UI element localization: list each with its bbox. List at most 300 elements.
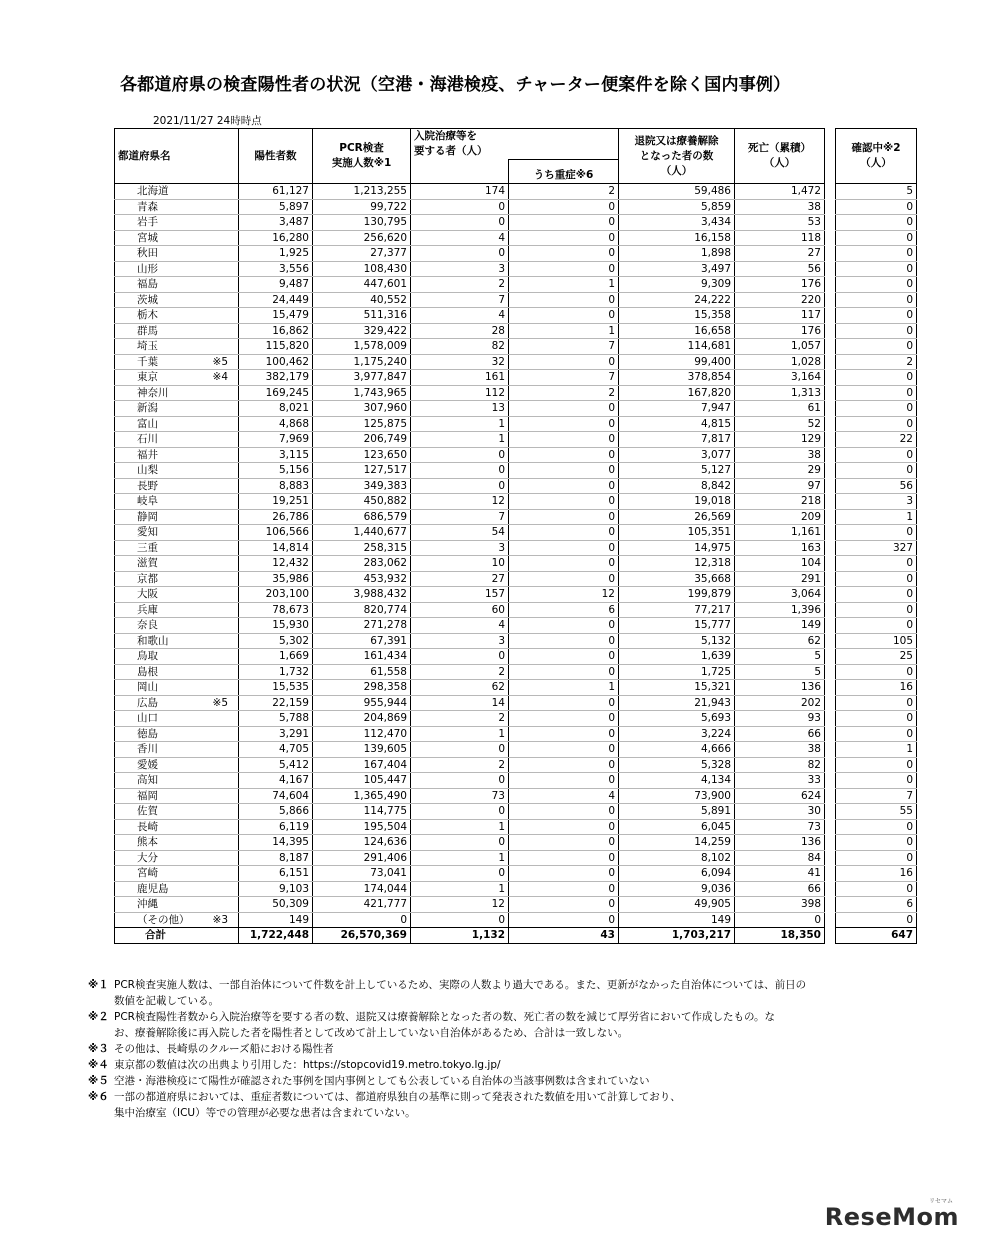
cell-hospital: 0 (411, 835, 509, 851)
cell-pref (115, 261, 239, 277)
cell-hospital: 1,132 (411, 928, 509, 944)
pref-name: 愛知 (137, 526, 158, 539)
cell-gap (825, 912, 836, 928)
cell-severe: 0 (509, 897, 619, 913)
cell-discharged: 7,817 (619, 432, 735, 448)
header-discharged-line2: となった者の数 (639, 149, 714, 162)
cell-gap (825, 695, 836, 711)
header-hospital-line2: 要する者（人） (414, 145, 488, 157)
cell-pref (115, 463, 239, 479)
cell-pcr: 1,578,009 (313, 339, 411, 355)
header-confirming-line2: （人） (860, 157, 892, 169)
cell-severe: 0 (509, 509, 619, 525)
table-body (115, 184, 917, 944)
header-pcr (313, 129, 411, 184)
pref-name: 岡山 (137, 681, 158, 694)
cell-discharged: 19,018 (619, 494, 735, 510)
cell-deaths: 129 (735, 432, 825, 448)
cell-severe: 0 (509, 912, 619, 928)
cell-hospital: 60 (411, 602, 509, 618)
cell-gap (825, 447, 836, 463)
cell-deaths: 38 (735, 447, 825, 463)
pref-name: 広島 (137, 696, 158, 709)
cell-pref (115, 649, 239, 665)
footnote (88, 1089, 848, 1121)
pref-name: 京都 (137, 572, 158, 585)
cell-pcr: 61,558 (313, 664, 411, 680)
table-row (115, 509, 917, 525)
pref-name: 埼玉 (137, 340, 158, 353)
cell-deaths: 27 (735, 246, 825, 262)
cell-confirming: 0 (836, 912, 917, 928)
table-row (115, 261, 917, 277)
cell-gap (825, 602, 836, 618)
cell-severe: 0 (509, 246, 619, 262)
header-pcr-line1: PCR検査 (339, 142, 384, 154)
cell-deaths: 624 (735, 788, 825, 804)
table-row (115, 850, 917, 866)
cell-confirming: 7 (836, 788, 917, 804)
pref-name: 福井 (137, 448, 158, 461)
footnote-line: お、療養解除後に再入院した者を陽性者として改めて計上していない自治体があるため、合計は一致しない。 (114, 1027, 629, 1039)
cell-discharged: 12,318 (619, 556, 735, 572)
cell-positive: 19,251 (239, 494, 313, 510)
cell-pcr: 450,882 (313, 494, 411, 510)
cell-gap (825, 680, 836, 696)
footnote-key: ※４ (88, 1059, 109, 1071)
cell-hospital: 0 (411, 447, 509, 463)
pref-name: 三重 (137, 541, 158, 554)
pref-name: 兵庫 (137, 603, 158, 616)
cell-pcr: 206,749 (313, 432, 411, 448)
footnote-line: 一部の都道府県においては、重症者数については、都道府県独自の基準に則って発表された数値を用いて計算しており、 (114, 1091, 681, 1103)
cell-deaths: 3,064 (735, 587, 825, 603)
table-row (115, 308, 917, 324)
table-row (115, 587, 917, 603)
cell-pref (115, 323, 239, 339)
cell-pref (115, 912, 239, 928)
cell-deaths: 52 (735, 416, 825, 432)
cell-pref (115, 494, 239, 510)
header-discharged-line3: （人） (660, 164, 693, 177)
cell-severe: 0 (509, 773, 619, 789)
cell-confirming: 0 (836, 571, 917, 587)
cell-confirming: 0 (836, 711, 917, 727)
cell-pcr: 139,605 (313, 742, 411, 758)
cell-deaths: 163 (735, 540, 825, 556)
cell-discharged: 35,668 (619, 571, 735, 587)
cell-hospital: 0 (411, 866, 509, 882)
header-hospital-spacer (411, 160, 509, 184)
cell-positive: 115,820 (239, 339, 313, 355)
cell-pref (115, 509, 239, 525)
cell-pcr: 67,391 (313, 633, 411, 649)
cell-gap (825, 230, 836, 246)
cell-pref (115, 804, 239, 820)
cell-pcr: 195,504 (313, 819, 411, 835)
cell-gap (825, 370, 836, 386)
cell-hospital: 2 (411, 277, 509, 293)
cell-pref (115, 881, 239, 897)
table-row (115, 385, 917, 401)
cell-severe: 0 (509, 215, 619, 231)
table-row (115, 742, 917, 758)
cell-hospital: 62 (411, 680, 509, 696)
cell-positive: 3,487 (239, 215, 313, 231)
cell-confirming: 0 (836, 726, 917, 742)
table-row (115, 664, 917, 680)
cell-hospital: 0 (411, 912, 509, 928)
cell-deaths: 18,350 (735, 928, 825, 944)
cell-hospital: 1 (411, 432, 509, 448)
cell-pcr: 1,440,677 (313, 525, 411, 541)
cell-pref (115, 246, 239, 262)
cell-gap (825, 881, 836, 897)
cell-pref (115, 354, 239, 370)
footnote (88, 1009, 848, 1041)
cell-pref (115, 525, 239, 541)
pref-name: 山梨 (137, 464, 158, 477)
header-severe: うち重症※6 (509, 160, 619, 184)
cell-positive: 50,309 (239, 897, 313, 913)
pref-name: 鹿児島 (137, 882, 169, 895)
table-row (115, 525, 917, 541)
cell-gap (825, 804, 836, 820)
cell-gap (825, 463, 836, 479)
cell-pref (115, 835, 239, 851)
cell-confirming: 327 (836, 540, 917, 556)
cell-hospital: 4 (411, 230, 509, 246)
cell-positive: 1,925 (239, 246, 313, 262)
cell-deaths: 118 (735, 230, 825, 246)
cell-hospital: 3 (411, 633, 509, 649)
cell-pref (115, 230, 239, 246)
cell-severe: 0 (509, 850, 619, 866)
cell-discharged: 24,222 (619, 292, 735, 308)
cell-severe: 0 (509, 726, 619, 742)
cell-pcr: 130,795 (313, 215, 411, 231)
cell-deaths: 0 (735, 912, 825, 928)
pref-name: （その他） (137, 913, 190, 926)
cell-pref (115, 742, 239, 758)
table-row (115, 695, 917, 711)
cell-confirming: 0 (836, 618, 917, 634)
cell-deaths: 97 (735, 478, 825, 494)
cell-discharged: 8,842 (619, 478, 735, 494)
cell-severe: 0 (509, 447, 619, 463)
footnote-text (114, 1073, 848, 1089)
cell-hospital: 28 (411, 323, 509, 339)
cell-discharged: 8,102 (619, 850, 735, 866)
header-discharged (619, 129, 735, 184)
cell-pref (115, 850, 239, 866)
table-row (115, 354, 917, 370)
cell-severe: 7 (509, 339, 619, 355)
cell-severe: 0 (509, 649, 619, 665)
pref-name: 滋賀 (137, 557, 158, 570)
cell-pref (115, 478, 239, 494)
footnote (88, 1057, 848, 1073)
cell-positive: 22,159 (239, 695, 313, 711)
cell-positive: 5,412 (239, 757, 313, 773)
cell-pref (115, 401, 239, 417)
cell-hospital: 112 (411, 385, 509, 401)
cell-pcr: 955,944 (313, 695, 411, 711)
cell-gap (825, 478, 836, 494)
cell-discharged: 114,681 (619, 339, 735, 355)
cell-pcr: 27,377 (313, 246, 411, 262)
cell-pcr: 108,430 (313, 261, 411, 277)
header-gap (825, 129, 836, 184)
cell-discharged: 4,815 (619, 416, 735, 432)
cell-pcr: 447,601 (313, 277, 411, 293)
cell-severe: 0 (509, 199, 619, 215)
table-row (115, 773, 917, 789)
cell-confirming: 0 (836, 339, 917, 355)
cell-severe: 0 (509, 571, 619, 587)
cell-discharged: 49,905 (619, 897, 735, 913)
footnote-line: PCR検査実施人数は、一部自治体について件数を計上しているため、実際の人数より過大である。また、更新がなかった自治体については、前日の (114, 979, 807, 991)
header-pref: 都道府県名 (115, 129, 239, 184)
cell-confirming: 6 (836, 897, 917, 913)
cell-pcr: 511,316 (313, 308, 411, 324)
cell-pref (115, 788, 239, 804)
pref-name: 栃木 (137, 309, 158, 322)
cell-discharged: 15,321 (619, 680, 735, 696)
cell-pcr: 124,636 (313, 835, 411, 851)
cell-positive: 15,535 (239, 680, 313, 696)
cell-severe: 1 (509, 323, 619, 339)
pref-name: 秋田 (137, 247, 158, 260)
pref-name: 沖縄 (137, 898, 158, 911)
cell-hospital: 0 (411, 773, 509, 789)
cell-severe: 0 (509, 804, 619, 820)
cell-gap (825, 556, 836, 572)
cell-positive: 61,127 (239, 184, 313, 200)
cell-positive: 26,786 (239, 509, 313, 525)
cell-hospital: 0 (411, 649, 509, 665)
cell-discharged: 5,132 (619, 633, 735, 649)
cell-confirming: 0 (836, 416, 917, 432)
cell-deaths: 93 (735, 711, 825, 727)
cell-severe: 0 (509, 494, 619, 510)
cell-discharged: 26,569 (619, 509, 735, 525)
cell-severe: 0 (509, 525, 619, 541)
table-row (115, 556, 917, 572)
cell-pref (115, 370, 239, 386)
cell-gap (825, 866, 836, 882)
cell-pcr: 167,404 (313, 757, 411, 773)
pref-name: 青森 (137, 200, 158, 213)
footnote-line: 東京都の数値は次の出典より引用した：https://stopcovid19.metro.tokyo.lg.jp/ (114, 1059, 501, 1071)
table-row (115, 463, 917, 479)
cell-discharged: 3,224 (619, 726, 735, 742)
cell-pcr: 307,960 (313, 401, 411, 417)
cell-deaths: 82 (735, 757, 825, 773)
cell-deaths: 104 (735, 556, 825, 572)
cell-positive: 3,291 (239, 726, 313, 742)
table-row (115, 184, 917, 200)
pref-name: 群馬 (137, 324, 158, 337)
cell-gap (825, 339, 836, 355)
cell-pcr: 3,977,847 (313, 370, 411, 386)
cell-confirming: 0 (836, 773, 917, 789)
cell-deaths: 1,396 (735, 602, 825, 618)
table-row (115, 323, 917, 339)
pref-name: 徳島 (137, 727, 158, 740)
cell-confirming: 0 (836, 246, 917, 262)
cell-pcr: 1,743,965 (313, 385, 411, 401)
cell-gap (825, 277, 836, 293)
cell-gap (825, 633, 836, 649)
cell-pref (115, 292, 239, 308)
pref-note-mark: ※5 (212, 696, 228, 709)
table-row (115, 292, 917, 308)
cell-hospital: 7 (411, 509, 509, 525)
cell-pcr: 105,447 (313, 773, 411, 789)
cell-deaths: 38 (735, 199, 825, 215)
cell-deaths: 1,472 (735, 184, 825, 200)
cell-severe: 0 (509, 835, 619, 851)
cell-confirming: 0 (836, 292, 917, 308)
cell-deaths: 136 (735, 835, 825, 851)
cell-pref (115, 277, 239, 293)
cell-hospital: 0 (411, 215, 509, 231)
cell-gap (825, 540, 836, 556)
cell-severe: 0 (509, 819, 619, 835)
cell-severe: 0 (509, 633, 619, 649)
footnote-line: PCR検査陽性者数から入院治療等を要する者の数、退院又は療養解除となった者の数、死亡者の数を減じて厚労省において作成したもの。な (114, 1011, 776, 1023)
cell-confirming: 647 (836, 928, 917, 944)
cell-confirming: 0 (836, 587, 917, 603)
cell-gap (825, 416, 836, 432)
cell-deaths: 136 (735, 680, 825, 696)
cell-confirming: 0 (836, 602, 917, 618)
footnote (88, 1073, 848, 1089)
table-row (115, 416, 917, 432)
cell-positive: 14,814 (239, 540, 313, 556)
table-row (115, 881, 917, 897)
cell-positive: 9,487 (239, 277, 313, 293)
cell-confirming: 16 (836, 680, 917, 696)
cell-discharged: 59,486 (619, 184, 735, 200)
cell-gap (825, 215, 836, 231)
cell-gap (825, 819, 836, 835)
cell-hospital: 54 (411, 525, 509, 541)
pref-note-mark: ※4 (212, 371, 228, 383)
cell-deaths: 176 (735, 323, 825, 339)
cell-hospital: 3 (411, 261, 509, 277)
cell-deaths: 53 (735, 215, 825, 231)
cell-confirming: 0 (836, 308, 917, 324)
cell-discharged: 4,666 (619, 742, 735, 758)
cell-pcr: 820,774 (313, 602, 411, 618)
cell-positive: 7,969 (239, 432, 313, 448)
cell-severe: 0 (509, 540, 619, 556)
cell-gap (825, 261, 836, 277)
pref-name: 千葉 (137, 355, 158, 368)
cell-discharged: 14,975 (619, 540, 735, 556)
header-discharged-line1: 退院又は療養解除 (634, 134, 719, 147)
cell-discharged: 99,400 (619, 354, 735, 370)
logo-subtext: リセマム (929, 1198, 953, 1205)
cell-positive: 382,179 (239, 370, 313, 386)
cell-confirming: 0 (836, 881, 917, 897)
pref-name: 香川 (137, 743, 158, 756)
cell-pref (115, 633, 239, 649)
pref-name: 鳥取 (137, 650, 158, 663)
cell-discharged: 199,879 (619, 587, 735, 603)
cell-pcr: 204,869 (313, 711, 411, 727)
cell-confirming: 0 (836, 695, 917, 711)
pref-name: 高知 (137, 774, 158, 787)
cell-gap (825, 246, 836, 262)
cell-severe: 43 (509, 928, 619, 944)
pref-name: 長崎 (137, 820, 158, 833)
footnote-line: 数値を記載している。 (114, 995, 219, 1007)
cell-hospital: 174 (411, 184, 509, 200)
table-row (115, 401, 917, 417)
cell-discharged: 3,077 (619, 447, 735, 463)
cell-confirming: 56 (836, 478, 917, 494)
cell-discharged: 105,351 (619, 525, 735, 541)
cell-gap (825, 788, 836, 804)
cell-discharged: 6,094 (619, 866, 735, 882)
cell-confirming: 1 (836, 742, 917, 758)
header-deaths (735, 129, 825, 184)
pref-name: 東京 (137, 371, 158, 384)
cell-hospital: 2 (411, 664, 509, 680)
cell-hospital: 82 (411, 339, 509, 355)
table-row (115, 804, 917, 820)
cell-gap (825, 773, 836, 789)
cell-discharged: 21,943 (619, 695, 735, 711)
pref-name: 山形 (137, 262, 158, 275)
cell-pcr: 686,579 (313, 509, 411, 525)
cell-pref (115, 726, 239, 742)
footnote-text (114, 1009, 848, 1041)
cell-hospital: 1 (411, 819, 509, 835)
header-positive: 陽性者数 (239, 129, 313, 184)
cell-pcr: 453,932 (313, 571, 411, 587)
cell-confirming: 55 (836, 804, 917, 820)
cell-pcr: 283,062 (313, 556, 411, 572)
cell-deaths: 176 (735, 277, 825, 293)
cell-discharged: 77,217 (619, 602, 735, 618)
cell-severe: 0 (509, 292, 619, 308)
table-row (115, 680, 917, 696)
pref-name: 山口 (137, 712, 158, 725)
cell-confirming: 0 (836, 757, 917, 773)
cell-severe: 0 (509, 432, 619, 448)
cell-hospital: 10 (411, 556, 509, 572)
pref-name: 島根 (137, 665, 158, 678)
cell-confirming: 105 (836, 633, 917, 649)
table-row (115, 339, 917, 355)
cell-hospital: 12 (411, 897, 509, 913)
cell-severe: 0 (509, 261, 619, 277)
cell-hospital: 27 (411, 571, 509, 587)
cell-positive: 78,673 (239, 602, 313, 618)
table-row (115, 633, 917, 649)
cell-confirming: 0 (836, 463, 917, 479)
cell-pcr: 1,175,240 (313, 354, 411, 370)
table-row (115, 230, 917, 246)
pref-note-mark: ※3 (212, 913, 228, 926)
cell-confirming: 25 (836, 649, 917, 665)
pref-name: 神奈川 (137, 386, 169, 399)
footnote-text (114, 1057, 848, 1073)
